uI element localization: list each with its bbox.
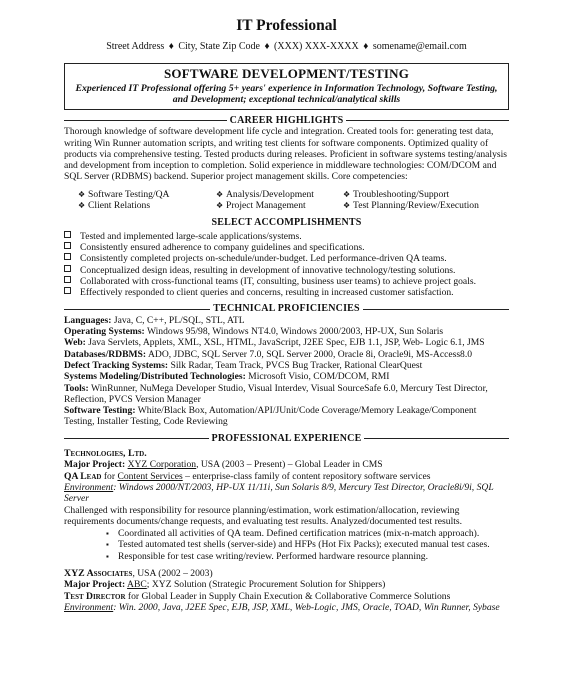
tech-row: [64, 315, 509, 326]
tech-label: Software Testing:: [64, 405, 136, 417]
competency-item: [78, 200, 216, 211]
square-bullet-icon: ▪: [106, 540, 109, 550]
environment-text: : Win. 2000, Java, J2EE Spec, EJB, JSP, XML, Web-Logic, JMS, Oracle, TOAD, Win Runner, Sybase: [113, 601, 500, 613]
role-link[interactable]: Content Services: [117, 470, 183, 482]
competency-item: [78, 189, 216, 200]
job2-environment: [64, 602, 509, 613]
accomplishment-item: [64, 231, 509, 242]
city-state-zip: City, State Zip Code: [178, 41, 260, 52]
competency-label: Client Relations: [88, 200, 151, 212]
project-link[interactable]: ABC: [127, 579, 147, 591]
accomplishment-item: [64, 253, 509, 264]
competencies-grid: [64, 189, 509, 212]
bullet-text: Responsible for test case writing/review. Performed hardware resource planning.: [118, 550, 429, 562]
accomplishment-text: Consistently ensured adherence to company guidelines and specifications.: [80, 241, 365, 253]
bullet-text: Tested automated test shells (server-side) and HFPs (Hot Fix Packs); executed manual test cases.: [118, 539, 490, 551]
accomplishment-item: [64, 287, 509, 298]
diamond-bullet-icon: ❖: [216, 201, 224, 211]
job1-company: Technologies, Ltd.: [64, 448, 147, 460]
accomplishment-item: [64, 265, 509, 276]
tech-row: [64, 326, 509, 337]
section-heading-technical: [64, 303, 509, 314]
diamond-bullet-icon: ❖: [216, 189, 224, 199]
resume-name: IT Professional: [236, 17, 337, 34]
competency-item: [216, 189, 343, 200]
checkbox-bullet-icon: [64, 265, 71, 272]
job1-description: Challenged with responsibility for resource planning/estimation, work estimation/allocation, reviewing requirements documents/change requests, and evaluating test results. Analyzed/documented test results.: [64, 504, 463, 527]
tech-row: [64, 337, 509, 348]
competency-label: Troubleshooting/Support: [353, 188, 450, 200]
diamond-bullet-icon: ❖: [78, 201, 86, 211]
job-bullet-item: [106, 528, 509, 539]
role-detail: – enterprise-class family of content repository software services: [182, 470, 431, 482]
title-box: [64, 63, 509, 110]
job1-role: [64, 471, 509, 482]
accomplishment-text: Conceptualized design ideas, resulting in development of innovative technology/testing solutions.: [80, 264, 456, 276]
job1-environment: [64, 482, 509, 505]
environment-label: Environment: [64, 481, 114, 493]
resume-title: SOFTWARE DEVELOPMENT/TESTING: [163, 66, 410, 81]
role-detail: for Global Leader in Supply Chain Execution & Collaborative Commerce Solutions: [125, 590, 451, 602]
tech-label: Operating Systems:: [64, 326, 145, 338]
resume-summary: Experienced IT Professional offering 5+ years' experience in Information Technology, Software Testing, and Development; exceptional technical/analytical skills: [75, 83, 498, 105]
role-title: QA Lead: [64, 470, 102, 482]
divider: [64, 438, 209, 439]
project-label: Major Project:: [64, 579, 126, 591]
job-bullet-item: [106, 551, 509, 562]
section-title: TECHNICAL PROFICIENCIES: [213, 303, 360, 315]
accomplishment-item: [64, 276, 509, 287]
job1-bullets: [64, 528, 509, 562]
tech-label: Defect Tracking Systems:: [64, 359, 169, 371]
diamond-bullet-icon: ❖: [78, 189, 86, 199]
tech-label: Tools:: [64, 382, 89, 394]
accomplishment-text: Tested and implemented large-scale applications/systems.: [80, 230, 302, 242]
section-heading-accomplishments: SELECT ACCOMPLISHMENTS: [211, 217, 362, 229]
job1-project: [64, 459, 509, 470]
tech-value: Microsoft Visio, COM/DCOM, RMI: [245, 371, 390, 383]
divider: [64, 309, 210, 310]
career-paragraph: Thorough knowledge of software development life cycle and integration. Created tools for: generating test data, writing Win Runner automation scripts, and writing test clients for software components. Optimized quality of products via comprehensive testing. Tested products during releases. Proficient in software systems testing/analysis and development from inception to completion. Solid experience in middleware technologies: COM/DCOM and SQL Server (RDBMS) backend. Superior project management skills. Core competencies:: [64, 126, 508, 183]
section-heading-experience: [64, 433, 509, 444]
competency-item: [343, 200, 509, 211]
environment-label: Environment: [64, 601, 114, 613]
bullet-text: Coordinated all activities of QA team. Defined certification matrices (mix-n-match approach).: [118, 528, 480, 540]
divider: [364, 438, 509, 439]
environment-text: : Windows 2000/NT/2003, HP-UX 11/11i, Sun Solaris 8/9, Mercury Test Director, Oracle8i/9i, SQL Server: [64, 481, 494, 505]
competency-label: Software Testing/QA: [88, 188, 170, 200]
tech-label: Web:: [64, 337, 86, 349]
divider: [346, 120, 509, 121]
tech-label: Databases/RDBMS:: [64, 348, 147, 360]
tech-value: Java Servlets, Applets, XML, XSL, HTML, JavaScript, J2EE Spec, EJB 1.1, JSP, Web- Logic 6.1, JMS: [85, 337, 485, 349]
project-detail: ; XYZ Solution (Strategic Procurement Solution for Shippers): [146, 579, 386, 591]
project-detail: , USA (2003 – Present) – Global Leader in CMS: [196, 459, 383, 471]
tech-value: White/Black Box, Automation/API/JUnit/Code Coverage/Memory Leakage/Component Testing, Installer Testing, Code Reviewing: [64, 405, 477, 428]
tech-row: [64, 383, 509, 406]
tech-value: Java, C, C++, PL/SQL, STL, ATL: [111, 314, 245, 326]
accomplishment-text: Collaborated with cross-functional teams (IT, consulting, business user teams) to achieve project goals.: [80, 275, 476, 287]
tech-label: Languages:: [64, 314, 112, 326]
section-heading-career: [64, 115, 509, 126]
checkbox-bullet-icon: [64, 253, 71, 260]
accomplishment-text: Consistently completed projects on-schedule/under-budget. Led performance-driven QA teams.: [80, 253, 447, 265]
project-label: Major Project:: [64, 459, 126, 471]
job2-location-dates: , USA (2002 – 2003): [132, 567, 213, 579]
square-bullet-icon: ▪: [106, 529, 109, 539]
job2-company-line: [64, 568, 509, 579]
role-connector: for: [101, 470, 118, 482]
tech-value: Silk Radar, Team Track, PVCS Bug Tracker, Rational ClearQuest: [168, 359, 423, 371]
accomplishment-text: Effectively responded to client queries and concerns, resulting in increased customer satisfaction.: [80, 287, 454, 299]
checkbox-bullet-icon: [64, 242, 71, 249]
diamond-separator-icon: ♦: [264, 41, 270, 52]
role-title: Test Director: [64, 590, 126, 602]
competency-label: Analysis/Development: [226, 188, 314, 200]
tech-value: WinRunner, NuMega Developer Studio, Visual Interdev, Visual SourceSafe 6.0, Mercury Test Director, Reflection, PVCS Version Manager: [64, 382, 488, 405]
contact-line: [64, 41, 509, 53]
diamond-bullet-icon: ❖: [343, 189, 351, 199]
tech-row: [64, 371, 509, 382]
diamond-separator-icon: ♦: [363, 41, 369, 52]
project-link[interactable]: XYZ Corporation: [127, 459, 197, 471]
competency-label: Project Management: [226, 200, 306, 212]
job2-project: [64, 579, 509, 590]
tech-value: Windows 95/98, Windows NT4.0, Windows 2000/2003, HP-UX, Sun Solaris: [144, 326, 444, 338]
email-address[interactable]: somename@email.com: [372, 41, 467, 52]
section-title: CAREER HIGHLIGHTS: [229, 115, 344, 126]
job2-company: XYZ Associates: [64, 567, 133, 579]
tech-row: [64, 349, 509, 360]
tech-value: ADO, JDBC, SQL Server 7.0, SQL Server 2000, Oracle 8i, Oracle9i, MS-Access8.0: [146, 348, 473, 360]
divider: [64, 120, 227, 121]
checkbox-bullet-icon: [64, 287, 71, 294]
competency-label: Test Planning/Review/Execution: [353, 200, 479, 212]
checkbox-bullet-icon: [64, 276, 71, 283]
section-title: PROFESSIONAL EXPERIENCE: [211, 432, 362, 444]
diamond-bullet-icon: ❖: [343, 201, 351, 211]
accomplishments-list: [64, 231, 509, 299]
tech-row: [64, 360, 509, 371]
street-address: Street Address: [106, 41, 165, 52]
job2-role: [64, 591, 509, 602]
diamond-separator-icon: ♦: [168, 41, 174, 52]
technical-list: [64, 315, 509, 428]
tech-row: [64, 405, 509, 428]
square-bullet-icon: ▪: [106, 551, 109, 561]
divider: [363, 309, 509, 310]
phone-number: (XXX) XXX-XXXX: [274, 41, 359, 52]
accomplishment-item: [64, 242, 509, 253]
tech-label: Systems Modeling/Distributed Technologies:: [64, 371, 246, 383]
competency-item: [216, 200, 343, 211]
competency-item: [343, 189, 509, 200]
job-bullet-item: [106, 539, 509, 550]
checkbox-bullet-icon: [64, 231, 71, 238]
